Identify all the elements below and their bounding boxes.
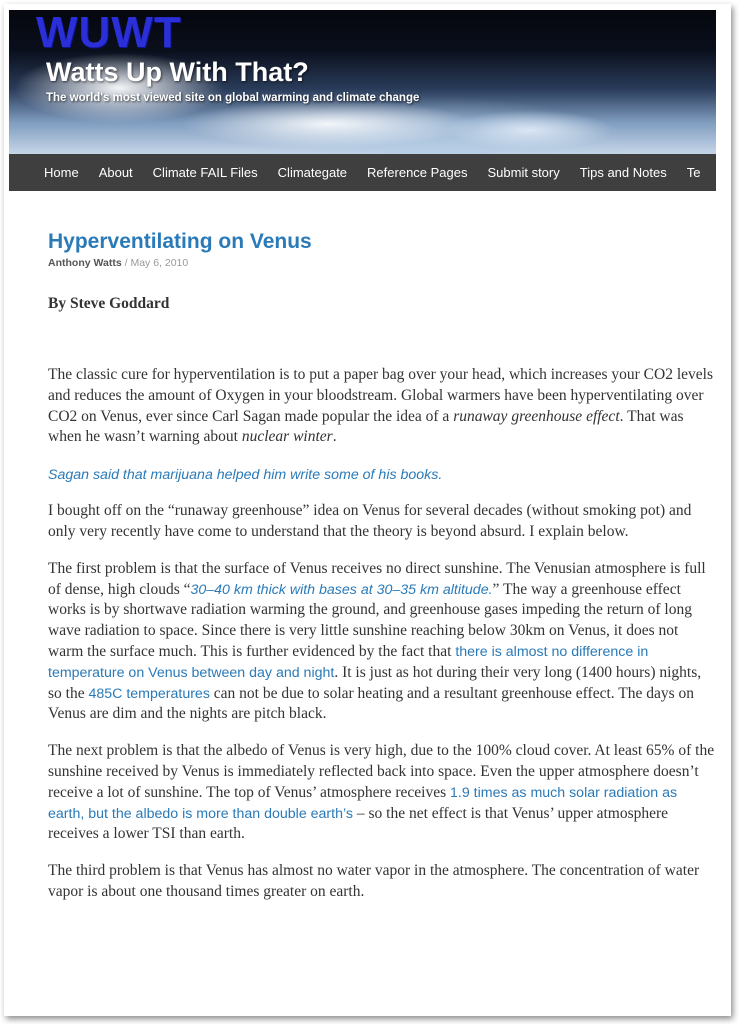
paragraph-4-text-a: The first problem is that the surface of Venus receives no direct sunshine. The Venusian atmosphere is full of dense, high clouds “ xyxy=(48,559,706,598)
nav-item-home[interactable]: Home xyxy=(44,165,79,180)
cloud-thickness-link[interactable]: 30–40 km thick with bases at 30–35 km altitude. xyxy=(190,581,493,598)
venus-temperature-link[interactable]: 485C temperatures xyxy=(88,685,210,702)
paragraph-4-text-d: can not be due to solar heating and a resultant greenhouse effect. The days on Venus are dim and the nights are pitch black. xyxy=(48,684,694,723)
post-title[interactable]: Hyperventilating on Venus xyxy=(48,230,312,253)
post-content xyxy=(48,228,716,903)
post-meta xyxy=(48,256,716,270)
nav-item-climate-fail-files[interactable]: Climate FAIL Files xyxy=(152,165,258,180)
paragraph-1-text-a: The classic cure for hyperventilation is to put a paper bag over your head, which increases your CO2 levels and reduces the amount of Oxygen in your bloodstream. Global warmers have been hyperventilating over CO2 on Venus, ever since Carl Sagan made popular the idea of a xyxy=(48,366,713,425)
paragraph-1-text-b: . That was when he wasn’t warning about xyxy=(48,407,684,446)
meta-separator: / xyxy=(121,257,131,269)
paragraph-3: I bought off on the “runaway greenhouse” idea on Venus for several decades (without smoking pot) and only very recently have come to understand that the theory is beyond absurd. I explain below. xyxy=(48,502,692,540)
paragraph-5 xyxy=(48,741,716,845)
site-header-banner xyxy=(9,10,716,154)
paragraph-1-emphasis-1: runaway greenhouse effect xyxy=(453,407,620,425)
site-title[interactable]: Watts Up With That? xyxy=(46,57,309,87)
site-tagline: The world's most viewed site on global warming and climate change xyxy=(46,92,420,104)
nav-item-submit-story[interactable]: Submit story xyxy=(487,165,560,180)
nav-item-reference-pages[interactable]: Reference Pages xyxy=(367,165,468,180)
solar-radiation-albedo-link[interactable]: 1.9 times as much solar radiation as earth, but the albedo is more than double earth’s xyxy=(48,784,678,822)
paragraph-4-text-c: . It is just as hot during their very long (1400 hours) nights, so the xyxy=(48,663,702,702)
post-author-link[interactable]: Anthony Watts xyxy=(48,257,122,269)
paragraph-5-text-a: The next problem is that the albedo of Venus is very high, due to the 100% cloud cover. At least 65% of the sunshine received by Venus is immediately reflected back into space. Even the upper atmosphere doesn’t receive a lot of sunshine. The top of Venus’ atmosphere receives xyxy=(48,742,715,801)
paragraph-1-emphasis-2: nuclear winter xyxy=(241,428,333,446)
paragraph-5-text-b: – so the net effect is that Venus’ upper atmosphere receives a lower TSI than earth. xyxy=(48,804,669,843)
paragraph-6: The third problem is that Venus has almost no water vapor in the atmosphere. The concentration of water vapor is about one thousand times greater on earth. xyxy=(48,862,700,900)
nav-item-truncated[interactable]: Te xyxy=(686,165,701,180)
main-nav xyxy=(9,154,716,191)
paragraph-4 xyxy=(48,559,716,725)
nav-item-about[interactable]: About xyxy=(98,165,133,180)
paragraph-1-text-c: . xyxy=(332,428,337,446)
post-date: May 6, 2010 xyxy=(130,257,189,269)
paragraph-4-text-b: ” The way a greenhouse effect works is by shortwave radiation warming the ground, and greenhouse gases impeding the return of long wave radiation to space. Since there is very little sunshine reaching below 30km on Venus, it does not warm the surface much. This is further evidenced by the fact that xyxy=(48,580,692,660)
day-night-temperature-link[interactable]: there is almost no difference in temperature on Venus between day and night xyxy=(48,643,649,681)
nav-item-climategate[interactable]: Climategate xyxy=(277,165,348,180)
nav-item-tips-and-notes[interactable]: Tips and Notes xyxy=(579,165,667,180)
sagan-marijuana-link[interactable]: Sagan said that marijuana helped him write some of his books. xyxy=(48,467,443,484)
paragraph-1 xyxy=(48,365,716,448)
wuwt-logo[interactable]: WUWT xyxy=(36,10,182,57)
post-byline: By Steve Goddard xyxy=(48,295,170,312)
